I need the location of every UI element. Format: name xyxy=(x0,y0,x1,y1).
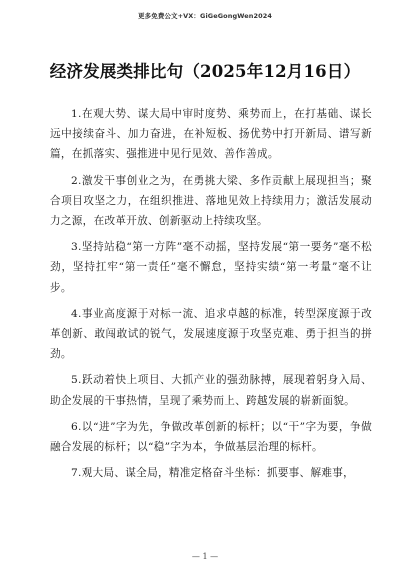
paragraph-6: 6.以“进”字为先，争做改革创新的标杆；以“干”字为要，争做融合发展的标杆；以“稳”字为本，争做基层治理的标杆。 xyxy=(50,420,372,454)
paragraph-4: 4.事业高度源于对标一流、追求卓越的标准，转型深度源于改革创新、敢闯敢试的锐气，发展速度源于攻坚克难、勇于担当的拼劲。 xyxy=(50,307,372,361)
header-note: 更多免费公文+VX：GiGeGongWen2024 xyxy=(138,12,272,20)
paragraph-3: 3.坚持站稳“第一方阵”毫不动摇，坚持发展“第一要务”毫不松劲，坚持扛牢“第一责任”毫不懈怠，坚持实绩“第一考量”毫不让步。 xyxy=(50,241,372,294)
paragraph-1: 1.在观大势、谋大局中审时度势、乘势而上，在打基础、谋长远中接续奋斗、加力奋进，在补短板、扬优势中打开新局、谱写新篇，在抓落实、强推进中见行见效、善作善成。 xyxy=(50,108,372,161)
paragraph-2: 2.激发干事创业之为，在勇挑大梁、多作贡献上展现担当；聚合项目攻坚之力，在组织推进、落地见效上持续用力；激活发展动力之源，在改革开放、创新驱动上持续攻坚。 xyxy=(50,174,372,228)
page-number: — 1 — xyxy=(191,552,219,561)
document-body xyxy=(50,104,372,489)
document-title: 经济发展类排比句（2025年12月16日） xyxy=(49,62,361,81)
paragraph-5: 5.跃动着快上项目、大抓产业的强劲脉搏，展现着躬身入局、助企发展的干事热情，呈现了乘势而上、跨越发展的崭新面貌。 xyxy=(50,374,372,407)
paragraph-7: 7.观大局、谋全局，精准定格奋斗坐标：抓要事、解难事， xyxy=(71,467,355,480)
